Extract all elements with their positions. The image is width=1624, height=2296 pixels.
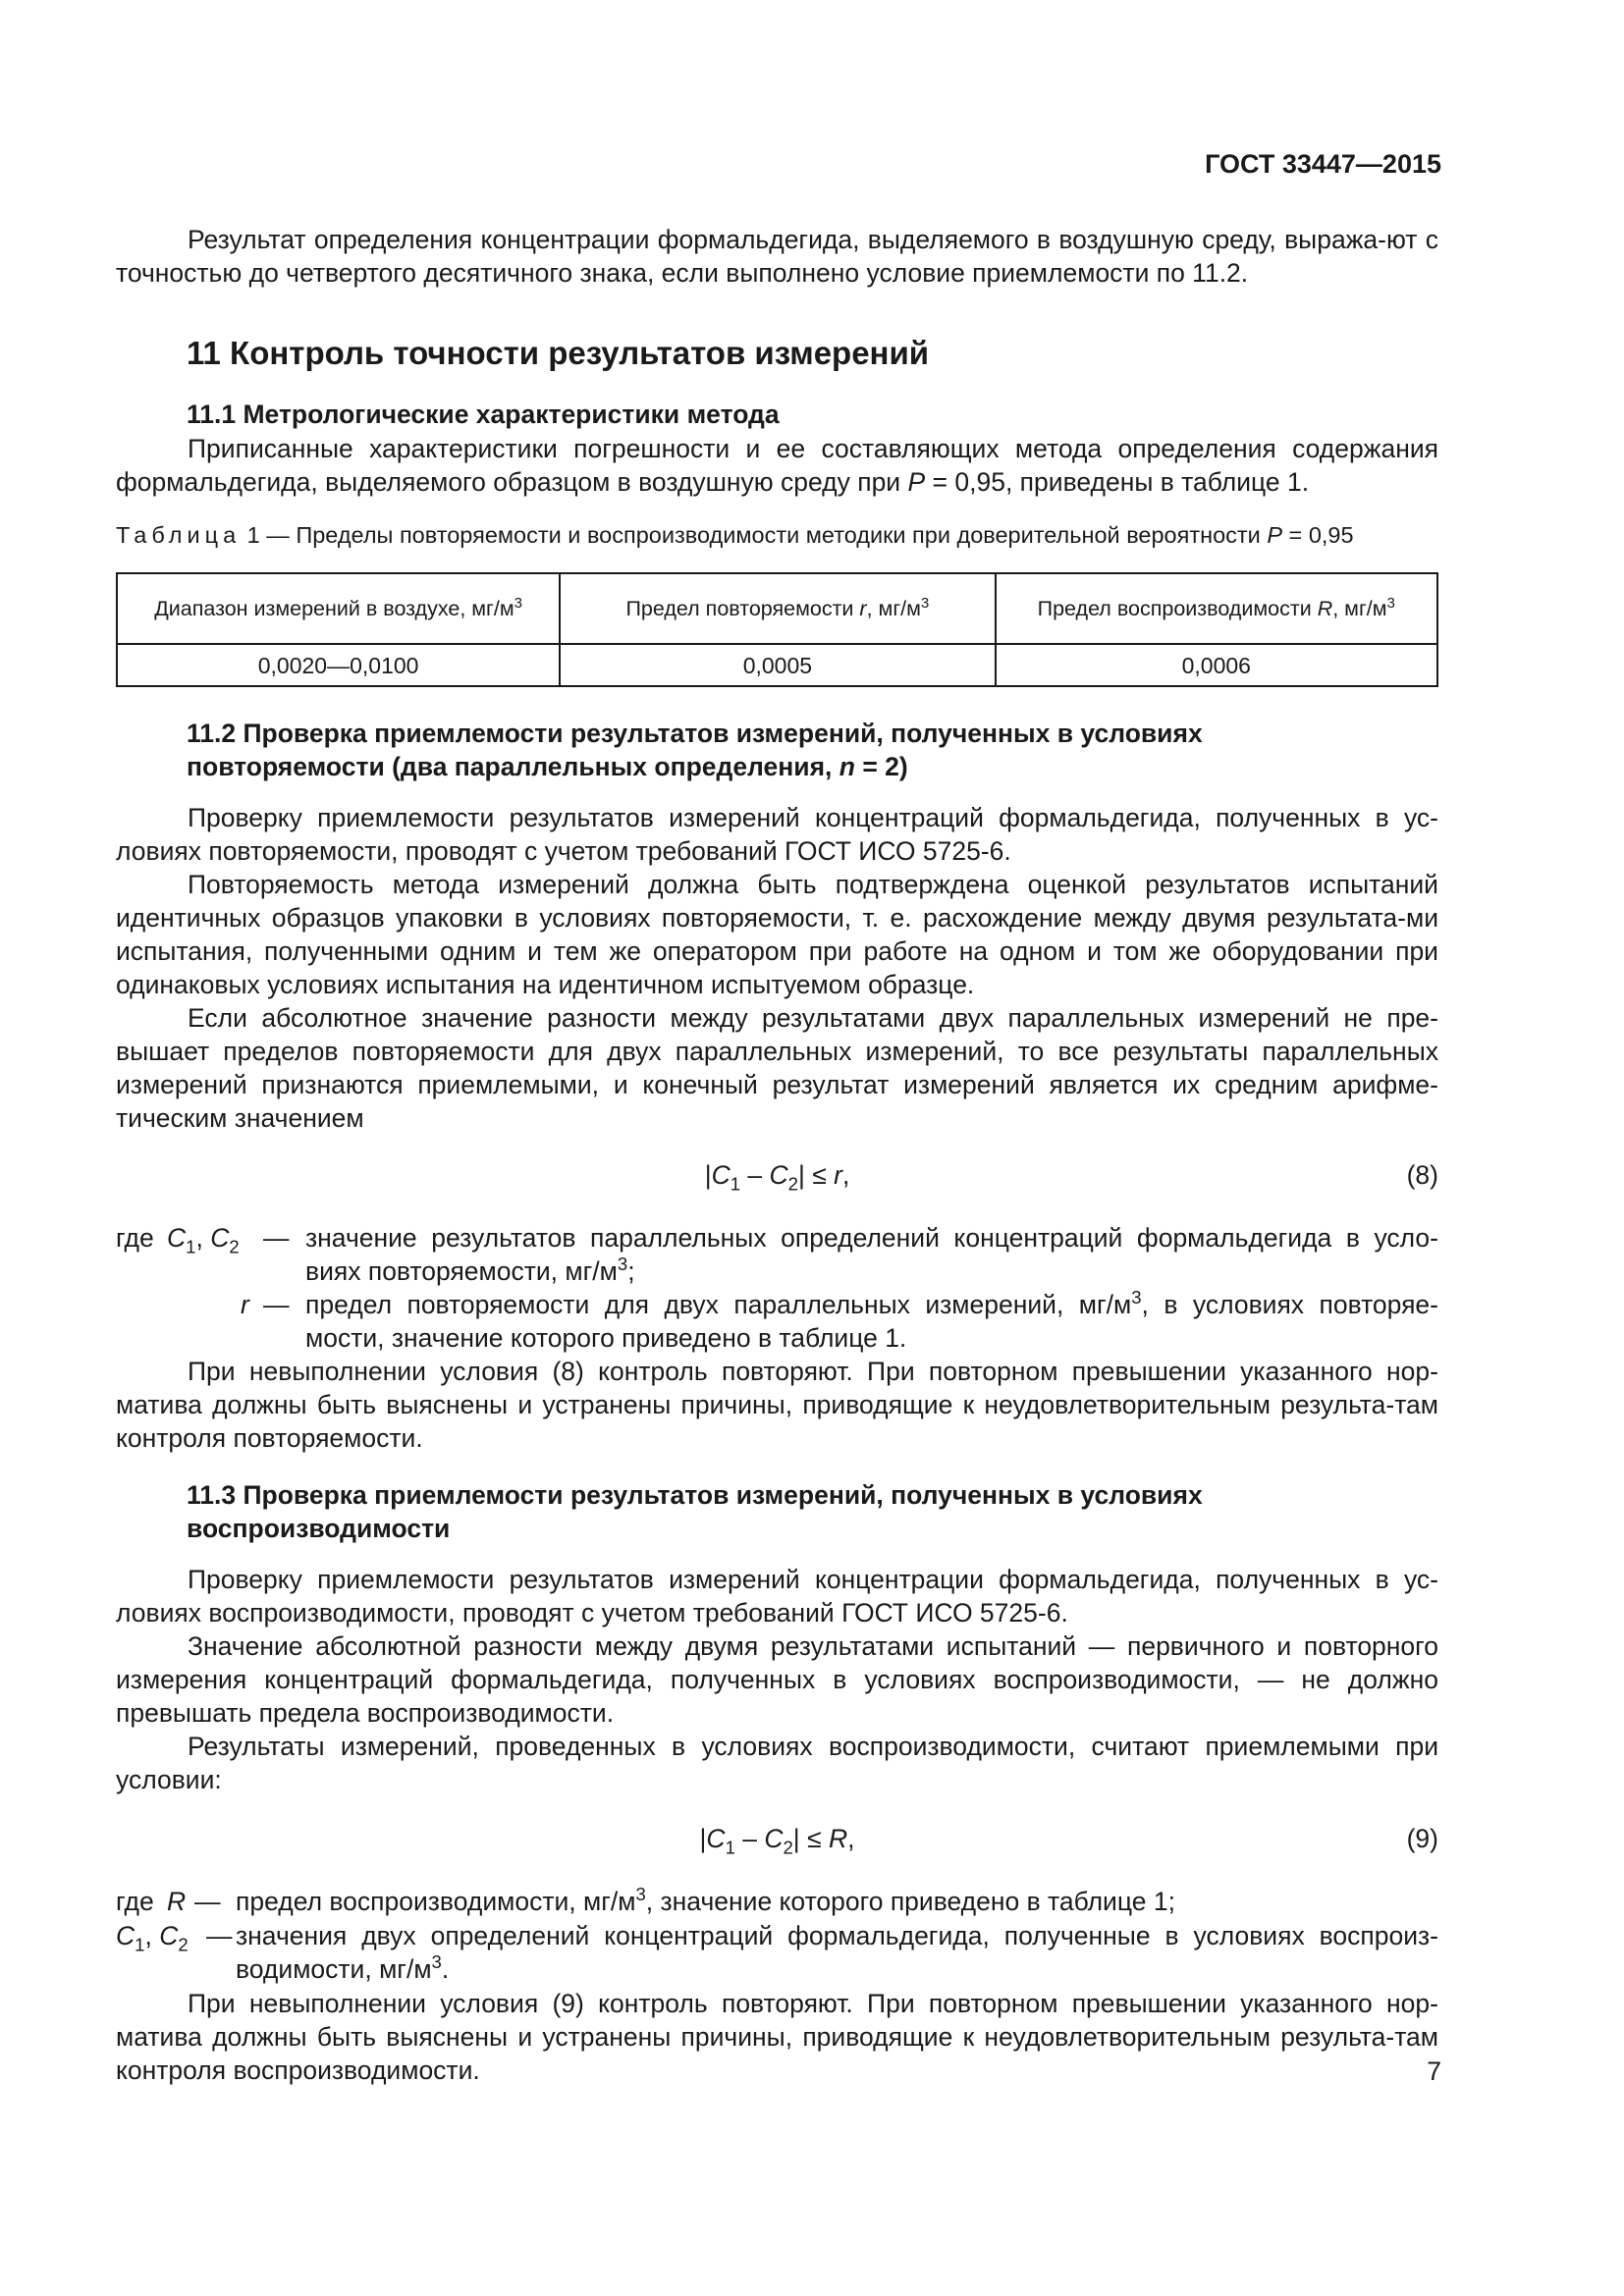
- table-1-caption-var: P: [1267, 522, 1283, 548]
- s11-2-def1-dash: —: [263, 1223, 290, 1253]
- s11-2-paragraph-2: Повторяемость метода измерений должна быть подтверждена оценкой результатов испытаний идентичных образцов упаковки в условиях повторяемости, т. е. расхождение между двумя результата-ми испытания, полученными одним и тем же оператором при работе на одном и том же оборудовании при одинаковых условиях испытания на идентичном испытуемом образце.: [116, 870, 1438, 999]
- s11-2-paragraph-4: При невыполнении условия (8) контроль повторяют. При повторном превышении указанного нор-матива должны быть выяснены и устранены причины, приводящие к неудовлетворительным результа-там контроля повторяемости.: [116, 1357, 1438, 1453]
- s11-3-def1-term: R: [167, 1887, 187, 1916]
- table-cell-repeatability: 0,0005: [560, 644, 995, 686]
- table-header-reproducibility: Предел воспроизводимости R, $мг/м^3$: [996, 573, 1437, 644]
- subsection-11-1-paragraph: [116, 432, 1438, 499]
- s11-3-paragraph-2: Значение абсолютной разности между двумя результатами испытаний — первичного и повторного измерения концентраций формальдегида, полученных в условиях воспроизводимости, — не должно превышать предела воспроизводимости.: [116, 1631, 1438, 1728]
- equation-8-formula: $|C_1 - C_2| \le r$,: [704, 1160, 850, 1195]
- subsection-11-2-title-line2: повторяемости (два параллельных определения, n = 2): [187, 752, 908, 781]
- subsection-11-3-title-line2: воспроизводимости: [187, 1514, 451, 1543]
- equation-8-number: (8): [1406, 1160, 1438, 1190]
- table-header-repeatability: Предел повторяемости r, $мг/м^3$: [560, 573, 995, 644]
- s11-3-def2-term: $C_1$, $C_2$: [116, 1921, 189, 1955]
- s11-2-def2-text: предел повторяемости для двух параллельных измерений, $мг/м^3$, в условиях повторяе-мости, значение которого приведено в таблице 1.: [305, 1287, 1438, 1353]
- table-1: [116, 572, 1438, 687]
- s11-2-def2-dash: —: [263, 1290, 290, 1319]
- equation-9-number: (9): [1406, 1824, 1438, 1853]
- intro-paragraph: [116, 223, 1438, 290]
- s11-3-def2-text: значения двух определений концентраций формальдегида, полученные в условиях воспроиз-водимости, $мг/м^3$.: [236, 1921, 1438, 1984]
- s11-2-paragraph-4-block: [116, 1355, 1438, 1455]
- s11-2-paragraph-1: Проверку приемлемости результатов измерений концентраций формальдегида, полученных в ус-ловиях повторяемости, проводят с учетом требований ГОСТ ИСО 5725-6.: [116, 803, 1438, 866]
- table-header-row: [117, 573, 1437, 644]
- s11-1-var-p: P: [907, 467, 926, 497]
- table-1-caption-rest: 1 — Пределы повторяемости и воспроизводимости методики при доверительной вероятности: [241, 522, 1268, 548]
- table-cell-reproducibility: 0,0006: [996, 644, 1437, 686]
- equation-9-formula: $|C_1 - C_2| \le R$,: [699, 1824, 855, 1858]
- s11-3-where-label: где: [116, 1887, 154, 1916]
- s11-3-paragraph-3: Результаты измерений, проведенных в условиях воспроизводимости, считают приемлемыми при условии:: [116, 1732, 1438, 1794]
- s11-2-def1-text: значение результатов параллельных определений концентраций формальдегида в усло-виях повторяемости, $мг/м^3$;: [305, 1223, 1438, 1286]
- section-11-title: 11 Контроль точности результатов измерений: [187, 335, 930, 371]
- subsection-11-1-title: 11.1 Метрологические характеристики метода: [187, 400, 780, 429]
- s11-2-where-label: где: [116, 1223, 154, 1253]
- table-cell-range: 0,0020—0,0100: [117, 644, 560, 686]
- table-1-caption: [116, 518, 1438, 552]
- s11-3-def2-dash: —: [206, 1921, 233, 1950]
- s11-2-paragraph-3: Если абсолютное значение разности между результатами двух параллельных измерений не пре-вышает пределов повторяемости для двух параллельных измерений, то все результаты параллельных измерений признаются приемлемыми, и конечный результат измерений является их средним арифме-тическим значением: [116, 1003, 1438, 1133]
- s11-3-def1-text: предел воспроизводимости, $мг/м^3$, значение которого приведено в таблице 1;: [236, 1884, 1175, 1916]
- s11-3-paragraph-1: Проверку приемлемости результатов измерений концентрации формальдегида, полученных в ус-ловиях воспроизводимости, проводят с учетом требований ГОСТ ИСО 5725-6.: [116, 1565, 1438, 1628]
- table-header-range: Диапазон измерений в воздухе, $мг/м^3$: [117, 573, 560, 644]
- s11-3-paragraph-4: При невыполнении условия (9) контроль повторяют. При повторном превышении указанного нор-матива должны быть выяснены и устранены причины, приводящие к неудовлетворительным результа-там контроля воспроизводимости.: [116, 1989, 1438, 2085]
- subsection-11-2-title-line1: 11.2 Проверка приемлемости результатов измерений, полученных в условиях: [187, 719, 1203, 748]
- subsection-11-3-body: [116, 1563, 1438, 1796]
- page-number: 7: [1427, 2056, 1441, 2086]
- subsection-11-3-title-line1: 11.3 Проверка приемлемости результатов измерений, полученных в условиях: [187, 1480, 1203, 1510]
- s11-2-def1-term: $C_1$, $C_2$: [167, 1223, 240, 1257]
- s11-3-def1-dash: —: [194, 1887, 221, 1916]
- s11-1-text-after: = 0,95, приведены в таблице 1.: [925, 467, 1310, 497]
- subsection-11-2-body: [116, 801, 1438, 1135]
- s11-2-def2-term: r: [241, 1290, 249, 1319]
- table-row: [117, 644, 1437, 686]
- intro-text: Результат определения концентрации формальдегида, выделяемого в воздушную среду, выража-ют с точностью до четвертого десятичного знака, если выполнено условие приемлемости по 11.2.: [116, 225, 1438, 288]
- s11-3-paragraph-4-block: [116, 1987, 1438, 2087]
- document-code-header: ГОСТ 33447—2015: [1205, 149, 1441, 179]
- table-1-label: Таблица: [116, 522, 242, 548]
- s11-1-text-before: Приписанные характеристики погрешности и ее составляющих метода определения содержания формальдегида, выделяемого образцом в воздушную среду при: [116, 434, 1438, 497]
- table-1-caption-end: = 0,95: [1282, 522, 1354, 548]
